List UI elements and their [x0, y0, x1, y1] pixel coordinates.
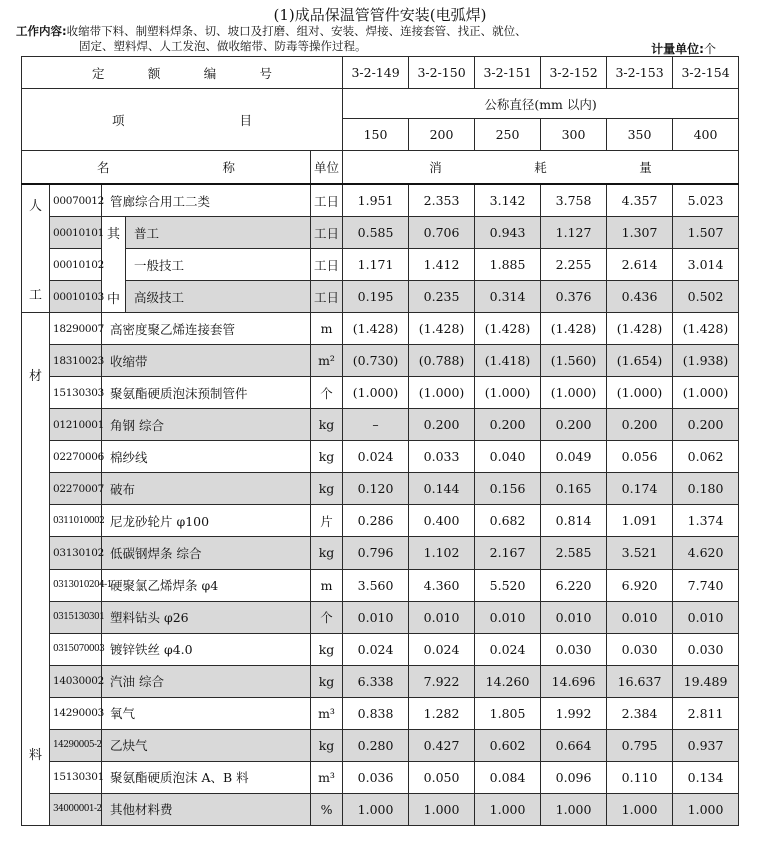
- consumption-value: 0.036: [343, 761, 409, 793]
- material-code: 0315130301: [50, 601, 102, 633]
- table-row: [22, 505, 739, 537]
- consumption-value: 0.050: [409, 761, 475, 793]
- name-char: 名: [97, 160, 110, 175]
- consumption-value: 0.502: [673, 281, 739, 313]
- unit-value: 片: [311, 505, 343, 537]
- consumption-value: 14.260: [475, 665, 541, 697]
- work-content-label: 工作内容:: [16, 24, 67, 38]
- material-name: 塑料钻头 φ26: [102, 601, 311, 633]
- consumption-value: (1.000): [541, 377, 607, 409]
- consumption-value: 0.376: [541, 281, 607, 313]
- consumption-value: (1.000): [673, 377, 739, 409]
- unit-value: kg: [311, 729, 343, 761]
- consumption-value: 0.030: [673, 633, 739, 665]
- qizhong-label: [102, 217, 126, 313]
- unit-value: m²: [311, 345, 343, 377]
- consumption-value: (1.418): [475, 345, 541, 377]
- consumption-value: 0.195: [343, 281, 409, 313]
- item-char: 目: [239, 112, 253, 128]
- dinge-char: 号: [259, 65, 273, 81]
- consumption-value: 0.030: [541, 633, 607, 665]
- material-name: 管廊综合用工二类: [102, 184, 311, 217]
- consumption-value: 5.023: [673, 184, 739, 217]
- consumption-value: 0.706: [409, 217, 475, 249]
- material-name: 普工: [126, 217, 311, 249]
- consumption-value: 0.795: [607, 729, 673, 761]
- unit-value: m³: [311, 697, 343, 729]
- material-name: 其他材料费: [102, 793, 311, 825]
- table-row: [22, 697, 739, 729]
- material-code: 00010103: [50, 281, 102, 313]
- unit-value: 工日: [311, 184, 343, 217]
- consumption-value: 3.142: [475, 184, 541, 217]
- item-header: [22, 89, 343, 151]
- consumption-value: 2.353: [409, 184, 475, 217]
- material-name: 汽油 综合: [102, 665, 311, 697]
- consumption-value: 16.637: [607, 665, 673, 697]
- unit-header: 单位: [311, 151, 343, 185]
- consumption-value: 0.024: [343, 633, 409, 665]
- consumption-value: (1.428): [343, 313, 409, 345]
- unit-value: %: [311, 793, 343, 825]
- consumption-value: 0.024: [475, 633, 541, 665]
- consumption-value: (1.428): [409, 313, 475, 345]
- table-row: [22, 761, 739, 793]
- consumption-value: 0.156: [475, 473, 541, 505]
- consumption-value: (1.000): [475, 377, 541, 409]
- unit-value: 个: [311, 377, 343, 409]
- consumption-value: (1.428): [475, 313, 541, 345]
- unit-value: kg: [311, 665, 343, 697]
- name-header: [22, 151, 311, 185]
- unit-value: kg: [311, 409, 343, 441]
- diameter-header: 公称直径(mm 以内): [343, 89, 739, 119]
- consumption-value: 1.102: [409, 537, 475, 569]
- consumption-value: (1.428): [541, 313, 607, 345]
- consumption-value: 3.521: [607, 537, 673, 569]
- consumption-value: 0.062: [673, 441, 739, 473]
- quota-code: 3-2-153: [607, 57, 673, 89]
- consumption-value: 1.507: [673, 217, 739, 249]
- consumption-value: 0.235: [409, 281, 475, 313]
- consumption-value: 0.174: [607, 473, 673, 505]
- consumption-value: 1.127: [541, 217, 607, 249]
- item-char: 项: [112, 112, 125, 128]
- consumption-value: 19.489: [673, 665, 739, 697]
- table-row: [22, 633, 739, 665]
- table-row: [22, 729, 739, 761]
- quota-table: [21, 56, 739, 826]
- quota-code: 3-2-151: [475, 57, 541, 89]
- consumption-value: 6.220: [541, 569, 607, 601]
- material-name: 收缩带: [102, 345, 311, 377]
- table-row: [22, 345, 739, 377]
- name-char: 称: [222, 160, 235, 175]
- table-row: [22, 537, 739, 569]
- consumption-value: 0.200: [409, 409, 475, 441]
- consumption-value: 0.200: [607, 409, 673, 441]
- consumption-value: 0.943: [475, 217, 541, 249]
- consumption-value: 1.000: [673, 793, 739, 825]
- consumption-value: 2.167: [475, 537, 541, 569]
- material-code: 18290007: [50, 313, 102, 345]
- consumption-value: 1.000: [475, 793, 541, 825]
- material-code: 00070012: [50, 184, 102, 217]
- table-row: [22, 377, 739, 409]
- consumption-value: 0.180: [673, 473, 739, 505]
- consumption-value: (1.428): [607, 313, 673, 345]
- material-name: 聚氨酯硬质泡沫 A、B 料: [102, 761, 311, 793]
- consumption-value: 1.000: [409, 793, 475, 825]
- material-code: 18310023: [50, 345, 102, 377]
- category-labor: [22, 184, 50, 313]
- consumption-value: 0.120: [343, 473, 409, 505]
- consumption-value: 6.920: [607, 569, 673, 601]
- consumption-value: 0.084: [475, 761, 541, 793]
- table-row: [22, 313, 739, 345]
- consumption-value: –: [343, 409, 409, 441]
- consumption-value: 0.110: [607, 761, 673, 793]
- quota-code: 3-2-154: [673, 57, 739, 89]
- consumption-value: 0.280: [343, 729, 409, 761]
- consumption-value: 0.010: [541, 601, 607, 633]
- consumption-value: 0.200: [475, 409, 541, 441]
- consumption-value: 2.811: [673, 697, 739, 729]
- unit-value: kg: [311, 537, 343, 569]
- diameter-value: 400: [673, 119, 739, 151]
- consumption-value: 1.091: [607, 505, 673, 537]
- table-row: [22, 601, 739, 633]
- consumption-value: 0.056: [607, 441, 673, 473]
- unit-value: kg: [311, 441, 343, 473]
- consumption-value: 0.010: [607, 601, 673, 633]
- consumption-value: 1.374: [673, 505, 739, 537]
- material-name: 尼龙砂轮片 φ100: [102, 505, 311, 537]
- consumption-value: 0.010: [673, 601, 739, 633]
- unit-value: m: [311, 313, 343, 345]
- consumption-value: 1.171: [343, 249, 409, 281]
- consumption-value: 0.200: [673, 409, 739, 441]
- material-code: 01210001: [50, 409, 102, 441]
- consumption-value: (1.560): [541, 345, 607, 377]
- consumption-value: 0.937: [673, 729, 739, 761]
- consumption-value: 0.838: [343, 697, 409, 729]
- material-name: 乙炔气: [102, 729, 311, 761]
- diameter-value: 350: [607, 119, 673, 151]
- material-name: 聚氨酯硬质泡沫预制管件: [102, 377, 311, 409]
- unit-value: 个: [311, 601, 343, 633]
- category-material: [22, 313, 50, 826]
- table-row: [22, 184, 739, 217]
- material-code: 00010102: [50, 249, 102, 281]
- consumption-header: [343, 151, 739, 185]
- category-char: 料: [28, 748, 42, 763]
- material-code: 00010101: [50, 217, 102, 249]
- quota-code: 3-2-149: [343, 57, 409, 89]
- material-name: 镀锌铁丝 φ4.0: [102, 633, 311, 665]
- consumption-value: (0.730): [343, 345, 409, 377]
- consumption-value: 0.200: [541, 409, 607, 441]
- category-char: 人: [28, 198, 42, 214]
- consumption-value: 3.014: [673, 249, 739, 281]
- page-title: (1)成品保温管管件安装(电弧焊): [273, 6, 487, 24]
- category-labor-text: [22, 187, 49, 311]
- consumption-value: 1.951: [343, 184, 409, 217]
- material-code: 14290003: [50, 697, 102, 729]
- consumption-value: 0.134: [673, 761, 739, 793]
- consumption-value: (1.654): [607, 345, 673, 377]
- consumption-value: 1.992: [541, 697, 607, 729]
- material-code: 0311010002: [50, 505, 102, 537]
- consumption-value: 0.010: [409, 601, 475, 633]
- material-name: 破布: [102, 473, 311, 505]
- dinge-char: 编: [203, 65, 217, 81]
- material-name: 低碳钢焊条 综合: [102, 537, 311, 569]
- consumption-value: 7.740: [673, 569, 739, 601]
- consumption-value: 0.096: [541, 761, 607, 793]
- material-name: 一般技工: [126, 249, 311, 281]
- dinge-char: 额: [147, 65, 161, 81]
- consumption-value: 0.033: [409, 441, 475, 473]
- category-material-text: [22, 313, 49, 825]
- consumption-value: 0.400: [409, 505, 475, 537]
- category-char: 材: [28, 369, 42, 384]
- measure-unit-value: 个: [703, 42, 716, 56]
- consumption-value: 1.412: [409, 249, 475, 281]
- consumption-value: 2.585: [541, 537, 607, 569]
- material-name: 高级技工: [126, 281, 311, 313]
- material-code: 34000001-2: [50, 793, 102, 825]
- material-code: 0313010204-1: [50, 569, 102, 601]
- diameter-value: 250: [475, 119, 541, 151]
- consumption-value: 0.040: [475, 441, 541, 473]
- material-name: 氧气: [102, 697, 311, 729]
- measure-unit-label: 计量单位:: [651, 42, 704, 56]
- material-name: 高密度聚乙烯连接套管: [102, 313, 311, 345]
- consumption-value: 6.338: [343, 665, 409, 697]
- consumption-value: 2.614: [607, 249, 673, 281]
- consumption-value: 0.286: [343, 505, 409, 537]
- table-row: [22, 409, 739, 441]
- work-content: [16, 24, 736, 54]
- consumption-value: 0.664: [541, 729, 607, 761]
- material-code: 15130303: [50, 377, 102, 409]
- unit-value: kg: [311, 473, 343, 505]
- unit-value: 工日: [311, 249, 343, 281]
- qizhong-text: [102, 219, 125, 311]
- consumption-value: 1.000: [343, 793, 409, 825]
- consumption-value: 0.049: [541, 441, 607, 473]
- consumption-value: 0.682: [475, 505, 541, 537]
- qizhong-char: 其: [106, 226, 120, 242]
- consumption-value: 4.360: [409, 569, 475, 601]
- consumption-value: 0.010: [343, 601, 409, 633]
- diameter-value: 200: [409, 119, 475, 151]
- consumption-value: 3.758: [541, 184, 607, 217]
- consumption-value: 0.010: [475, 601, 541, 633]
- material-code: 15130301: [50, 761, 102, 793]
- consumption-value: 0.024: [409, 633, 475, 665]
- table-row: [22, 281, 739, 313]
- diameter-value: 150: [343, 119, 409, 151]
- consumption-value: 1.805: [475, 697, 541, 729]
- consume-char: 消: [429, 160, 442, 175]
- unit-value: m³: [311, 761, 343, 793]
- unit-value: 工日: [311, 281, 343, 313]
- table-row: [22, 249, 739, 281]
- consumption-value: 1.000: [607, 793, 673, 825]
- diameter-value: 300: [541, 119, 607, 151]
- material-name: 角钢 综合: [102, 409, 311, 441]
- consumption-value: 0.436: [607, 281, 673, 313]
- consumption-value: 14.696: [541, 665, 607, 697]
- material-name: 硬聚氯乙烯焊条 φ4: [102, 569, 311, 601]
- consumption-value: (1.000): [343, 377, 409, 409]
- consumption-value: (1.938): [673, 345, 739, 377]
- material-code: 14290005-2: [50, 729, 102, 761]
- table-row: [22, 569, 739, 601]
- material-name: 棉纱线: [102, 441, 311, 473]
- consumption-value: 1.000: [541, 793, 607, 825]
- consumption-value: 0.427: [409, 729, 475, 761]
- table-row: [22, 441, 739, 473]
- quota-code: 3-2-150: [409, 57, 475, 89]
- consume-char: 耗: [534, 160, 547, 175]
- consumption-value: 0.030: [607, 633, 673, 665]
- consumption-value: 1.282: [409, 697, 475, 729]
- consumption-value: (1.428): [673, 313, 739, 345]
- consumption-value: 0.602: [475, 729, 541, 761]
- consumption-value: 4.357: [607, 184, 673, 217]
- consumption-value: 1.307: [607, 217, 673, 249]
- consumption-value: 7.922: [409, 665, 475, 697]
- consume-char: 量: [639, 160, 652, 175]
- unit-value: 工日: [311, 217, 343, 249]
- material-code: 03130102: [50, 537, 102, 569]
- dinge-char: 定: [92, 65, 105, 81]
- consumption-value: 3.560: [343, 569, 409, 601]
- consumption-value: 0.585: [343, 217, 409, 249]
- consumption-value: 4.620: [673, 537, 739, 569]
- material-code: 14030002: [50, 665, 102, 697]
- consumption-value: (1.000): [409, 377, 475, 409]
- consumption-value: 2.255: [541, 249, 607, 281]
- table-row: [22, 217, 739, 249]
- consumption-value: 0.314: [475, 281, 541, 313]
- table-row: [22, 793, 739, 825]
- category-char: 工: [28, 287, 42, 303]
- unit-value: m: [311, 569, 343, 601]
- quota-code: 3-2-152: [541, 57, 607, 89]
- work-content-line-1: 收缩带下料、制塑料焊条、切、坡口及打磨、组对、安装、焊接、连接套管、找正、就位、: [66, 24, 527, 38]
- consumption-value: 5.520: [475, 569, 541, 601]
- consumption-value: 0.024: [343, 441, 409, 473]
- consumption-value: 2.384: [607, 697, 673, 729]
- work-content-line-2: 固定、塑料焊、人工发泡、做收缩带、防毒等操作过程。: [79, 39, 367, 53]
- consumption-value: 0.814: [541, 505, 607, 537]
- table-row: [22, 473, 739, 505]
- consumption-value: (0.788): [409, 345, 475, 377]
- dinge-header: [22, 57, 343, 89]
- qizhong-char: 中: [106, 291, 120, 307]
- unit-value: kg: [311, 633, 343, 665]
- consumption-value: 0.165: [541, 473, 607, 505]
- measure-unit: [651, 40, 716, 57]
- consumption-value: 1.885: [475, 249, 541, 281]
- material-code: 0315070003: [50, 633, 102, 665]
- consumption-value: (1.000): [607, 377, 673, 409]
- consumption-value: 0.796: [343, 537, 409, 569]
- table-row: [22, 665, 739, 697]
- material-code: 02270007: [50, 473, 102, 505]
- material-code: 02270006: [50, 441, 102, 473]
- consumption-value: 0.144: [409, 473, 475, 505]
